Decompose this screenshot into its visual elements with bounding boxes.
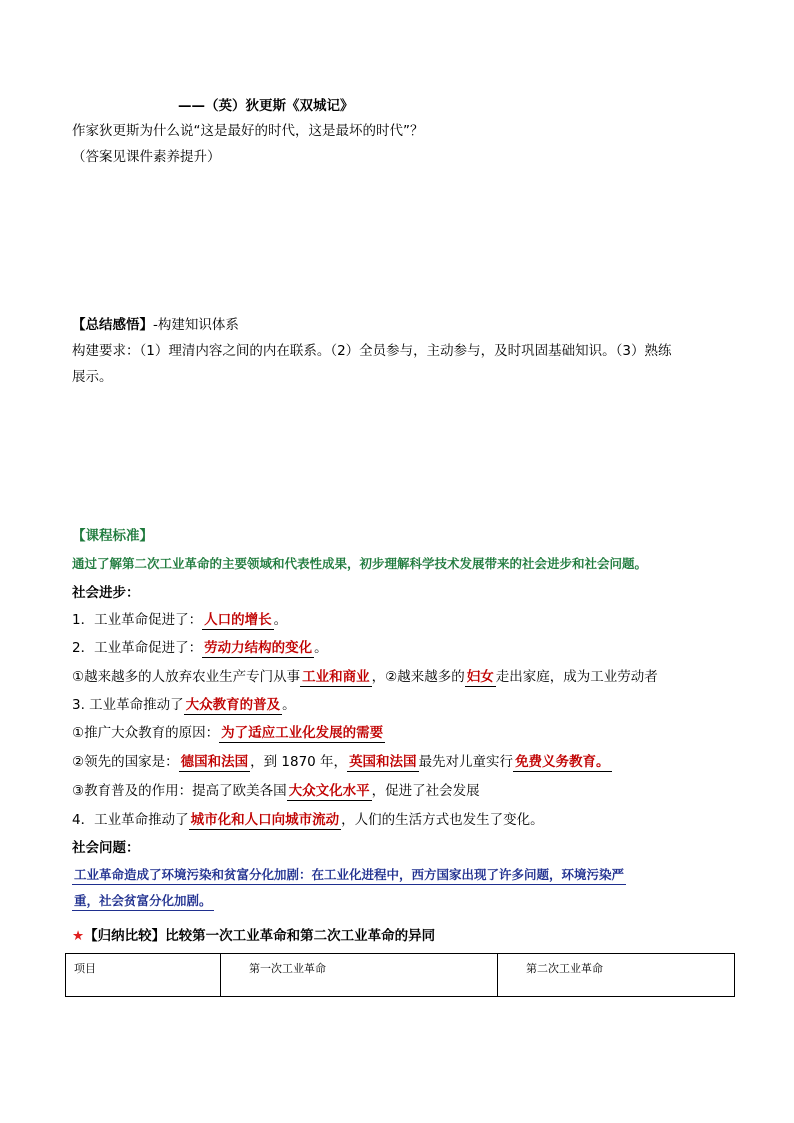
progress-item-4 bbox=[72, 810, 544, 830]
progress-item-3-reason bbox=[72, 723, 385, 743]
item2-detail-answer1: 工业和商业 bbox=[302, 669, 370, 685]
summary-heading: 【总结感悟】 bbox=[72, 317, 153, 333]
item3-lead-b: ，到 1870 年， bbox=[250, 754, 348, 770]
item2-suffix: 。 bbox=[314, 640, 328, 656]
item4-answer: 城市化和人口向城市流动 bbox=[190, 812, 340, 828]
item2-detail-answer2: 妇女 bbox=[466, 669, 494, 685]
item3-effect-b: ，促进了社会发展 bbox=[371, 783, 480, 799]
table-header-item: 项目 bbox=[66, 954, 221, 997]
summary-requirements-line1: 构建要求：（1）理清内容之间的内在联系。（2）全员参与，主动参与，及时巩固基础知识。（3）熟练 bbox=[72, 343, 672, 359]
item2-detail-b: ，②越来越多的 bbox=[371, 669, 465, 685]
progress-item-2 bbox=[72, 638, 328, 658]
standard-heading: 【课程标准】 bbox=[72, 528, 153, 544]
compare-title: 比较第一次工业革命和第二次工业革命的异同 bbox=[165, 928, 436, 944]
compare-heading: 【归纳比较】 bbox=[84, 928, 166, 944]
problems-line1: 工业革命造成了环境污染和贫富分化加剧：在工业化进程中，西方国家出现了许多问题，环境污染严 bbox=[72, 866, 626, 885]
item2-detail-a: ①越来越多的人放弃农业生产专门从事 bbox=[72, 669, 301, 685]
progress-heading: 社会进步： bbox=[72, 585, 140, 601]
summary-heading-suffix: -构建知识体系 bbox=[153, 317, 239, 333]
summary-heading-line bbox=[72, 315, 239, 335]
item1-prefix: 1．工业革命促进了： bbox=[72, 612, 203, 628]
compare-heading-line bbox=[72, 926, 435, 946]
item3-lead-answer3: 免费义务教育。 bbox=[515, 754, 610, 770]
table-row bbox=[66, 954, 735, 997]
star-icon: ★ bbox=[72, 928, 85, 944]
problems-line2: 重，社会贫富分化加剧。 bbox=[72, 892, 214, 911]
summary-requirements-line2: 展示。 bbox=[72, 369, 113, 385]
item3-effect-a: ③教育普及的作用：提高了欧美各国 bbox=[72, 783, 287, 799]
item3-prefix: 3. 工业革命推动了 bbox=[72, 697, 184, 713]
item2-prefix: 2．工业革命促进了： bbox=[72, 640, 203, 656]
comparison-table bbox=[65, 953, 735, 997]
item3-suffix: 。 bbox=[282, 697, 296, 713]
progress-item-3-effect bbox=[72, 781, 480, 801]
progress-item-3-leaders bbox=[72, 752, 612, 772]
progress-item-2-detail bbox=[72, 667, 658, 687]
standard-text: 通过了解第二次工业革命的主要领域和代表性成果，初步理解科学技术发展带来的社会进步和社会问题。 bbox=[72, 556, 648, 571]
item2-answer: 劳动力结构的变化 bbox=[204, 640, 313, 656]
quote-source: ——（英）狄更斯《双城记》 bbox=[178, 98, 354, 114]
item2-detail-c: 走出家庭，成为工业劳动者 bbox=[495, 669, 658, 685]
problems-line2-wrap bbox=[72, 891, 214, 911]
problems-heading: 社会问题： bbox=[72, 840, 140, 856]
progress-item-1 bbox=[72, 610, 287, 630]
item3-reason-answer: 为了适应工业化发展的需要 bbox=[221, 725, 384, 741]
question-text: 作家狄更斯为什么说“这是最好的时代，这是最坏的时代”？ bbox=[72, 123, 424, 139]
item3-reason-prefix: ①推广大众教育的原因： bbox=[72, 725, 220, 741]
table-header-second: 第二次工业革命 bbox=[498, 954, 735, 997]
item4-prefix: 4．工业革命推动了 bbox=[72, 812, 189, 828]
item3-lead-a: ②领先的国家是： bbox=[72, 754, 179, 770]
progress-item-3 bbox=[72, 695, 296, 715]
item1-suffix: 。 bbox=[273, 612, 288, 628]
table-header-first: 第一次工业革命 bbox=[221, 954, 498, 997]
item4-suffix: ，人们的生活方式也发生了变化。 bbox=[341, 812, 544, 828]
answer-note: （答案见课件素养提升） bbox=[72, 149, 221, 165]
item3-answer: 大众教育的普及 bbox=[185, 697, 281, 713]
problems-line1-wrap bbox=[72, 865, 626, 885]
item3-lead-answer1: 德国和法国 bbox=[180, 754, 249, 770]
item3-lead-c: 最先对儿童实行 bbox=[418, 754, 514, 770]
item3-effect-answer: 大众文化水平 bbox=[288, 783, 370, 799]
item3-lead-answer2: 英国和法国 bbox=[349, 754, 417, 770]
item1-answer: 人口的增长 bbox=[204, 612, 272, 628]
